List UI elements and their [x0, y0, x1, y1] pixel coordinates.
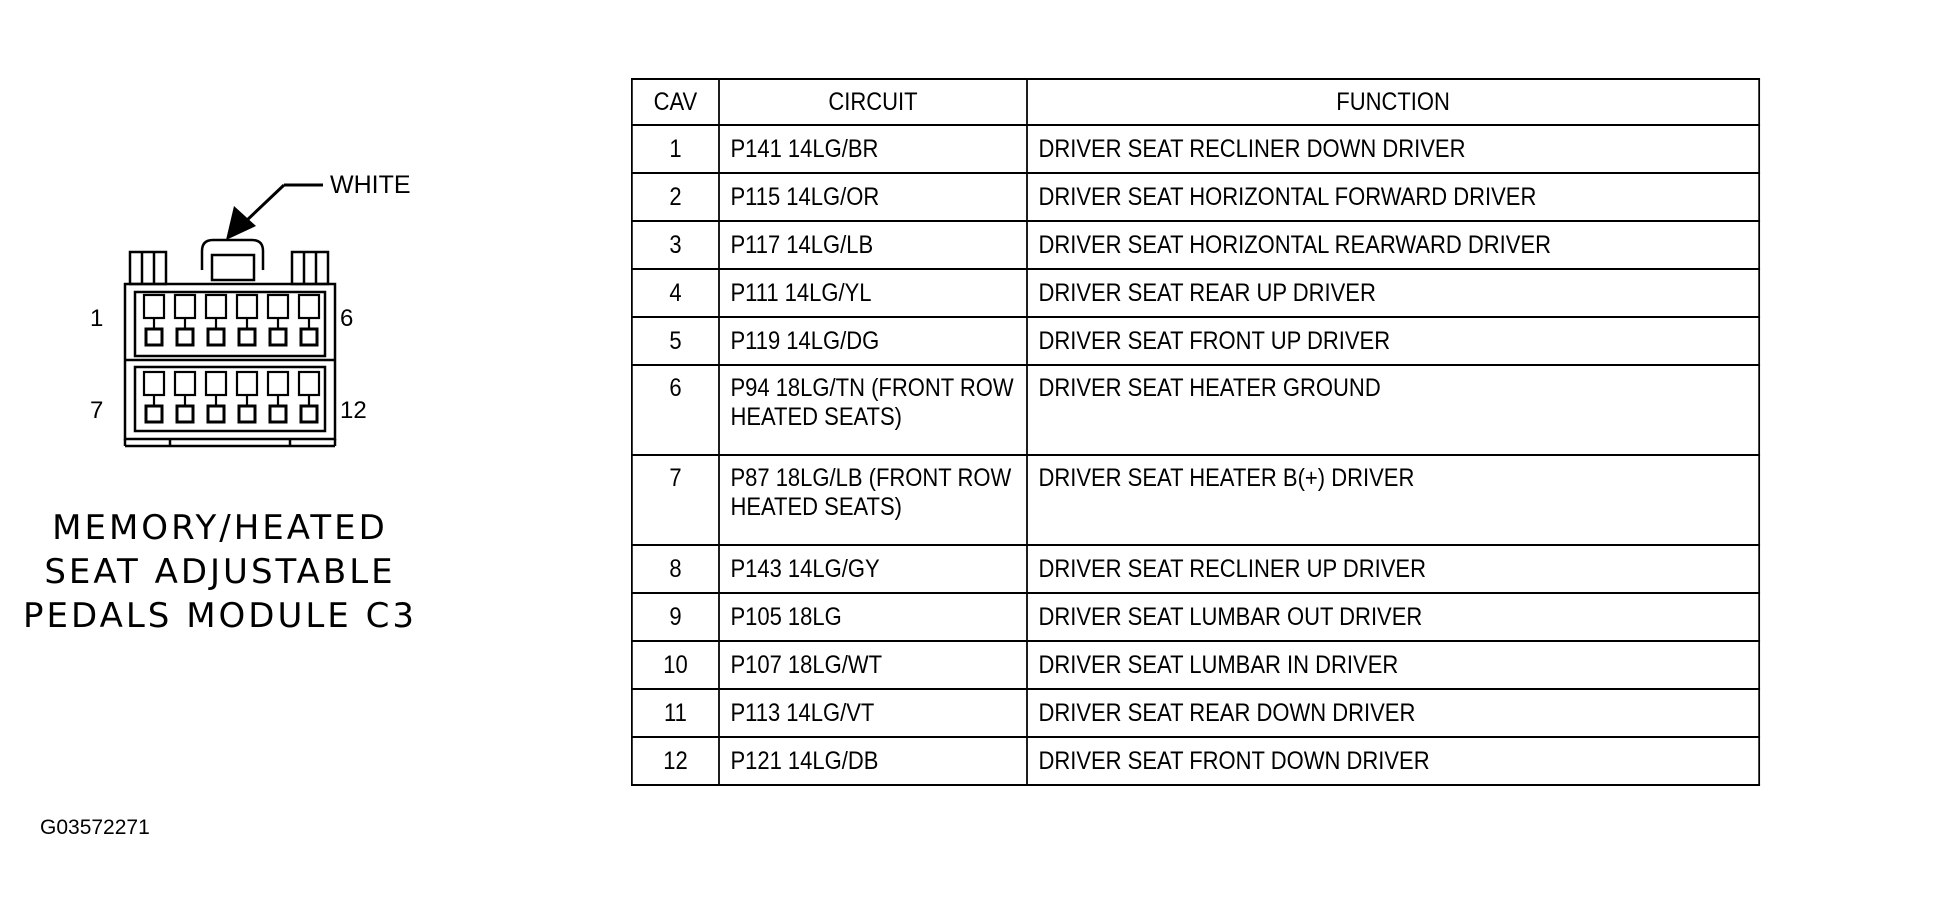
cavity-10 [237, 372, 257, 422]
cav-cell: 1 [632, 125, 719, 173]
caption-line: PEDALS MODULE C3 [23, 596, 417, 636]
function-cell: DRIVER SEAT HEATER GROUND [1027, 365, 1759, 455]
cavity-grid [144, 295, 319, 422]
callout-arrowhead [226, 206, 256, 240]
caption-line: SEAT ADJUSTABLE [44, 552, 396, 592]
table-row [632, 125, 1759, 173]
cav-cell: 3 [632, 221, 719, 269]
function-cell: DRIVER SEAT LUMBAR IN DRIVER [1027, 641, 1759, 689]
pin-label-7: 7 [90, 397, 104, 424]
table-header-row [632, 79, 1759, 125]
function-cell: DRIVER SEAT HORIZONTAL FORWARD DRIVER [1027, 173, 1759, 221]
table-row [632, 737, 1759, 785]
table-row [632, 593, 1759, 641]
circuit-cell: P141 14LG/BR [719, 125, 1027, 173]
table-row [632, 173, 1759, 221]
cavity-3 [206, 295, 226, 345]
caption-line: MEMORY/HEATED [52, 508, 388, 548]
header-circuit: CIRCUIT [719, 79, 1027, 125]
cavity-6 [299, 295, 319, 345]
connector-color-label: WHITE [330, 171, 411, 199]
function-cell: DRIVER SEAT RECLINER UP DRIVER [1027, 545, 1759, 593]
function-cell: DRIVER SEAT LUMBAR OUT DRIVER [1027, 593, 1759, 641]
table-row [632, 545, 1759, 593]
cav-cell: 2 [632, 173, 719, 221]
circuit-cell: P115 14LG/OR [719, 173, 1027, 221]
cavity-12 [299, 372, 319, 422]
function-cell: DRIVER SEAT HEATER B(+) DRIVER [1027, 455, 1759, 545]
circuit-cell: P143 14LG/GY [719, 545, 1027, 593]
cav-cell: 7 [632, 455, 719, 545]
table-row [632, 641, 1759, 689]
connector-diagram [0, 0, 440, 480]
pin-label-12: 12 [340, 397, 367, 424]
cav-cell: 6 [632, 365, 719, 455]
cav-cell: 9 [632, 593, 719, 641]
circuit-cell: P119 14LG/DG [719, 317, 1027, 365]
callout-arrow-shaft [245, 185, 284, 222]
figure-id: G03572271 [40, 816, 150, 839]
table-row [632, 455, 1759, 545]
pinout-table [631, 78, 1760, 786]
cavity-11 [268, 372, 288, 422]
function-cell: DRIVER SEAT HORIZONTAL REARWARD DRIVER [1027, 221, 1759, 269]
circuit-cell: P105 18LG [719, 593, 1027, 641]
circuit-cell: P113 14LG/VT [719, 689, 1027, 737]
table-row [632, 269, 1759, 317]
cav-cell: 4 [632, 269, 719, 317]
cav-cell: 11 [632, 689, 719, 737]
function-cell: DRIVER SEAT FRONT DOWN DRIVER [1027, 737, 1759, 785]
cavity-4 [237, 295, 257, 345]
cavity-5 [268, 295, 288, 345]
cav-cell: 8 [632, 545, 719, 593]
function-cell: DRIVER SEAT RECLINER DOWN DRIVER [1027, 125, 1759, 173]
table-row [632, 221, 1759, 269]
function-cell: DRIVER SEAT REAR DOWN DRIVER [1027, 689, 1759, 737]
circuit-cell: P87 18LG/LB (FRONT ROW HEATED SEATS) [719, 455, 1027, 545]
circuit-cell: P94 18LG/TN (FRONT ROW HEATED SEATS) [719, 365, 1027, 455]
pin-label-6: 6 [340, 305, 354, 332]
cavity-2 [175, 295, 195, 345]
function-cell: DRIVER SEAT FRONT UP DRIVER [1027, 317, 1759, 365]
header-cav: CAV [632, 79, 719, 125]
cavity-1 [144, 295, 164, 345]
cavity-7 [144, 372, 164, 422]
table-row [632, 689, 1759, 737]
table-row [632, 317, 1759, 365]
circuit-cell: P117 14LG/LB [719, 221, 1027, 269]
cavity-9 [206, 372, 226, 422]
connector-body [125, 240, 335, 446]
function-cell: DRIVER SEAT REAR UP DRIVER [1027, 269, 1759, 317]
header-function: FUNCTION [1027, 79, 1759, 125]
cav-cell: 12 [632, 737, 719, 785]
cavity-8 [175, 372, 195, 422]
cav-cell: 10 [632, 641, 719, 689]
circuit-cell: P121 14LG/DB [719, 737, 1027, 785]
table-row [632, 365, 1759, 455]
pin-label-1: 1 [90, 305, 104, 332]
cav-cell: 5 [632, 317, 719, 365]
circuit-cell: P111 14LG/YL [719, 269, 1027, 317]
connector-caption [20, 506, 420, 638]
circuit-cell: P107 18LG/WT [719, 641, 1027, 689]
